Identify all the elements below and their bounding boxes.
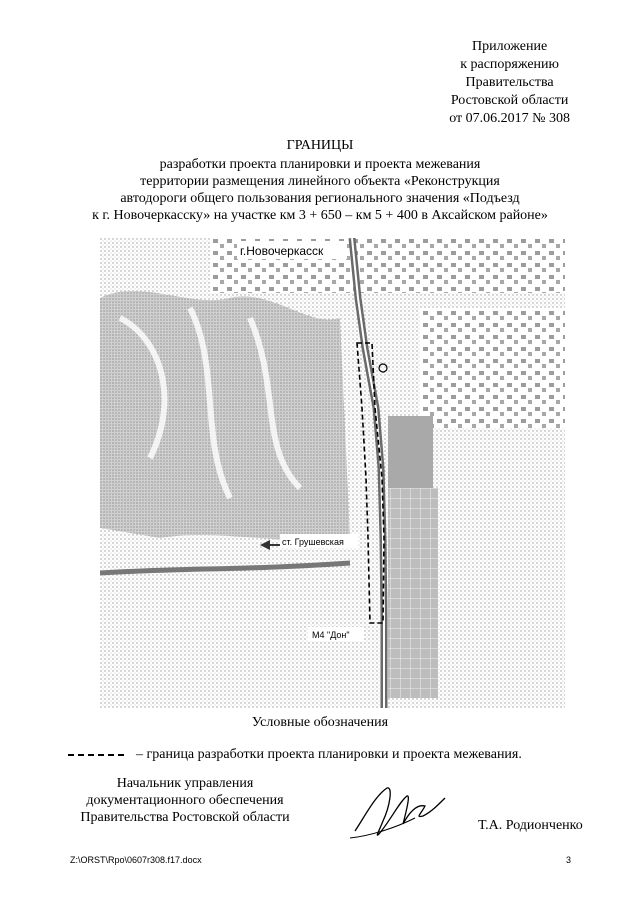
dashed-line-symbol bbox=[68, 754, 124, 756]
label-highway: М4 "Дон" bbox=[312, 630, 350, 640]
title-heading: ГРАНИЦЫ bbox=[286, 138, 354, 153]
title-line: к г. Новочеркасску» на участке км 3 + 650 – км 5 + 400 в Аксайском районе» bbox=[92, 208, 548, 223]
title-line: разработки проекта планировки и проекта межевания bbox=[159, 157, 481, 172]
page-number: 3 bbox=[566, 855, 572, 865]
appendix-line: Правительства bbox=[465, 75, 554, 90]
legend-item-text: – граница разработки проекта планировки и проекта межевания. bbox=[136, 747, 522, 762]
signatory-position bbox=[65, 775, 305, 826]
residential-area bbox=[420, 308, 565, 428]
handwritten-signature bbox=[345, 776, 455, 846]
boundary-map bbox=[100, 238, 565, 708]
appendix-line: Ростовской области bbox=[450, 93, 569, 108]
appendix-line: Приложение bbox=[472, 39, 548, 54]
title-line: автодороги общего пользования регионального значения «Подъезд bbox=[120, 191, 520, 206]
appendix-line: от 07.06.2017 № 308 bbox=[449, 111, 570, 126]
legend-title: Условные обозначения bbox=[251, 715, 389, 730]
industrial-block bbox=[388, 416, 433, 491]
legend-item bbox=[68, 747, 522, 763]
label-station: ст. Грушевская bbox=[282, 537, 344, 547]
position-line: Правительства Ростовской области bbox=[80, 810, 290, 825]
appendix-line: к распоряжению bbox=[460, 57, 559, 72]
grid-development bbox=[388, 488, 438, 698]
position-line: Начальник управления bbox=[116, 776, 254, 791]
title-line: территории размещения линейного объекта «Реконструкция bbox=[140, 174, 500, 189]
label-city: г.Новочеркасск bbox=[240, 244, 324, 258]
signatory-name: Т.А. Родионченко bbox=[478, 818, 583, 833]
appendix-header bbox=[449, 38, 570, 128]
file-path: Z:\ORST\Rpo\0607r308.f17.docx bbox=[70, 855, 202, 865]
document-title bbox=[40, 137, 600, 224]
position-line: документационного обеспечения bbox=[86, 793, 284, 808]
